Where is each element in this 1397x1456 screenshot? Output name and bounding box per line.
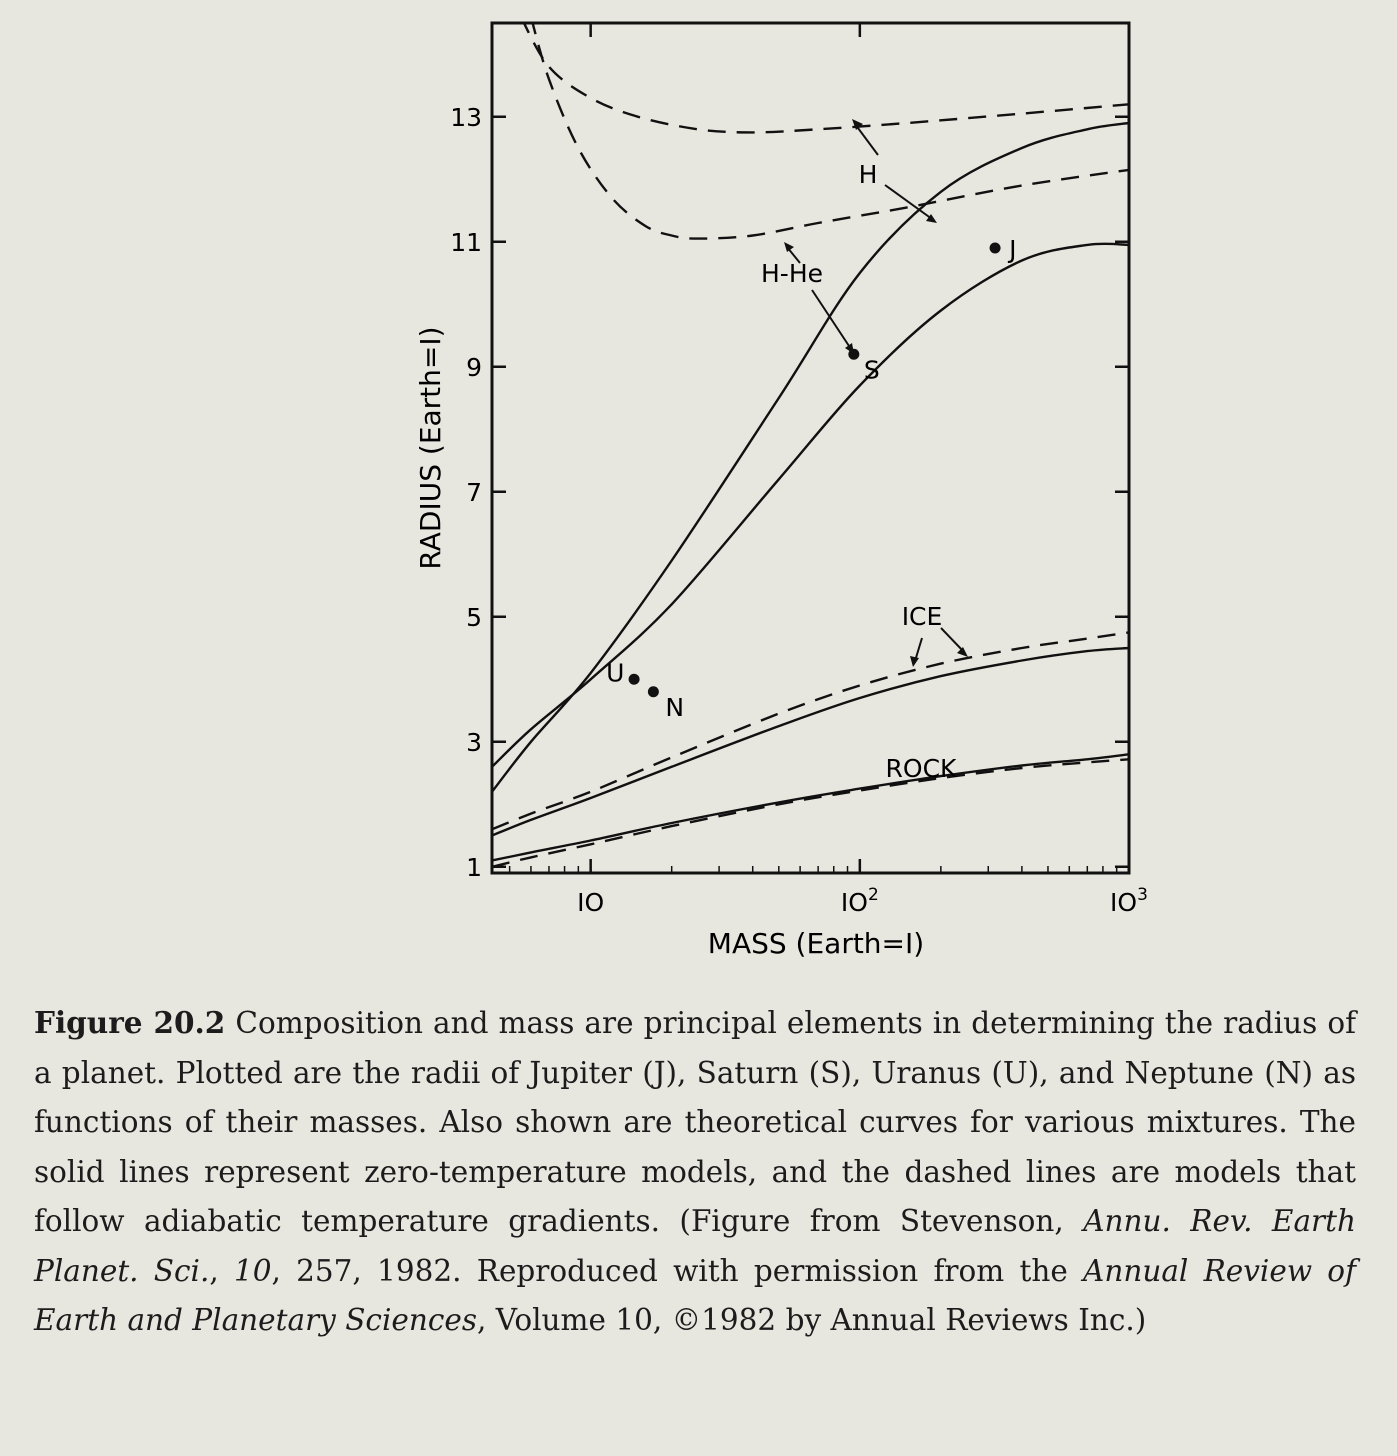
planet-point-j <box>990 243 1001 254</box>
caption-text-4: , Volume 10, ©1982 by Annual Reviews Inc.) <box>476 1303 1147 1337</box>
planet-label-n: N <box>665 692 685 722</box>
figure-caption <box>34 998 1356 1346</box>
planet-point-u <box>629 674 640 685</box>
planet-label-j: J <box>1009 235 1017 264</box>
y-tick-label-4: 9 <box>466 352 482 382</box>
y-tick-label-6: 13 <box>450 102 482 132</box>
label-ice: ICE <box>901 602 943 631</box>
h-arrow-upper <box>855 124 878 155</box>
x-tick-label-1: $IO^2$ <box>840 885 879 917</box>
x-tick-label-2: $IO^3$ <box>1110 885 1148 917</box>
model-curves <box>492 17 1129 867</box>
y-tick-label-0: 1 <box>466 852 482 882</box>
label-h-he: H-He <box>761 259 823 288</box>
plot-frame <box>492 23 1129 873</box>
curve-labels <box>761 160 957 783</box>
planet-point-s <box>848 349 859 360</box>
label-rock: ROCK <box>885 754 957 783</box>
y-tick-label-3: 7 <box>466 477 482 507</box>
y-tick-label-1: 3 <box>466 727 482 757</box>
caption-label: Figure 20.2 <box>34 1005 226 1040</box>
axis-ticks <box>450 23 1148 917</box>
label-h: H <box>858 160 878 189</box>
planet-label-u: U <box>606 658 625 688</box>
y-tick-label-5: 11 <box>450 227 482 257</box>
y-tick-label-2: 5 <box>466 602 482 632</box>
caption-volume: 10 <box>233 1253 272 1288</box>
annotation-arrows <box>784 119 968 667</box>
caption-text-3: , 257, 1982. Reproduced with permission from the <box>271 1253 1084 1288</box>
caption-text-2: , <box>209 1253 234 1288</box>
x-axis-title: MASS (Earth=I) <box>707 927 925 960</box>
caption-text-1: Composition and mass are principal elements in determining the radius of a planet. Plotted are the radii of Jupiter (J), Saturn (S), Uranus (U), and Neptune (N) as functions of their masses. Also shown are theoretical curves for various mixtures. The solid lines represent zero-temperature models, and the dashed lines are models that follow adiabatic temperature gradients. (Figure from Stevenson, <box>34 1006 1356 1238</box>
caption-journal: Annu. Rev. Earth Planet. Sci. <box>34 1204 1356 1288</box>
ice-arrow-upper-head <box>910 656 919 667</box>
ice-arrow-lower-head <box>957 647 968 657</box>
dashed-curve-7 <box>492 759 1129 867</box>
hhe-arrow-upper-head <box>784 242 794 252</box>
planet-point-n <box>648 686 659 697</box>
h-arrow-lower <box>885 185 932 219</box>
solid-curve-1 <box>492 244 1129 767</box>
dashed-curve-2 <box>521 17 1129 133</box>
caption-journal-2: Annual Review of Earth and Planetary Sciences <box>34 1253 1356 1337</box>
h-arrow-upper-head <box>852 119 863 130</box>
planet-points <box>606 235 1016 722</box>
x-tick-label-0: IO <box>577 888 605 917</box>
planet-label-s: S <box>863 355 880 385</box>
y-axis-title: RADIUS (Earth=I) <box>414 326 447 570</box>
ice-arrow-lower <box>941 628 964 652</box>
hhe-arrow-lower <box>812 290 851 349</box>
